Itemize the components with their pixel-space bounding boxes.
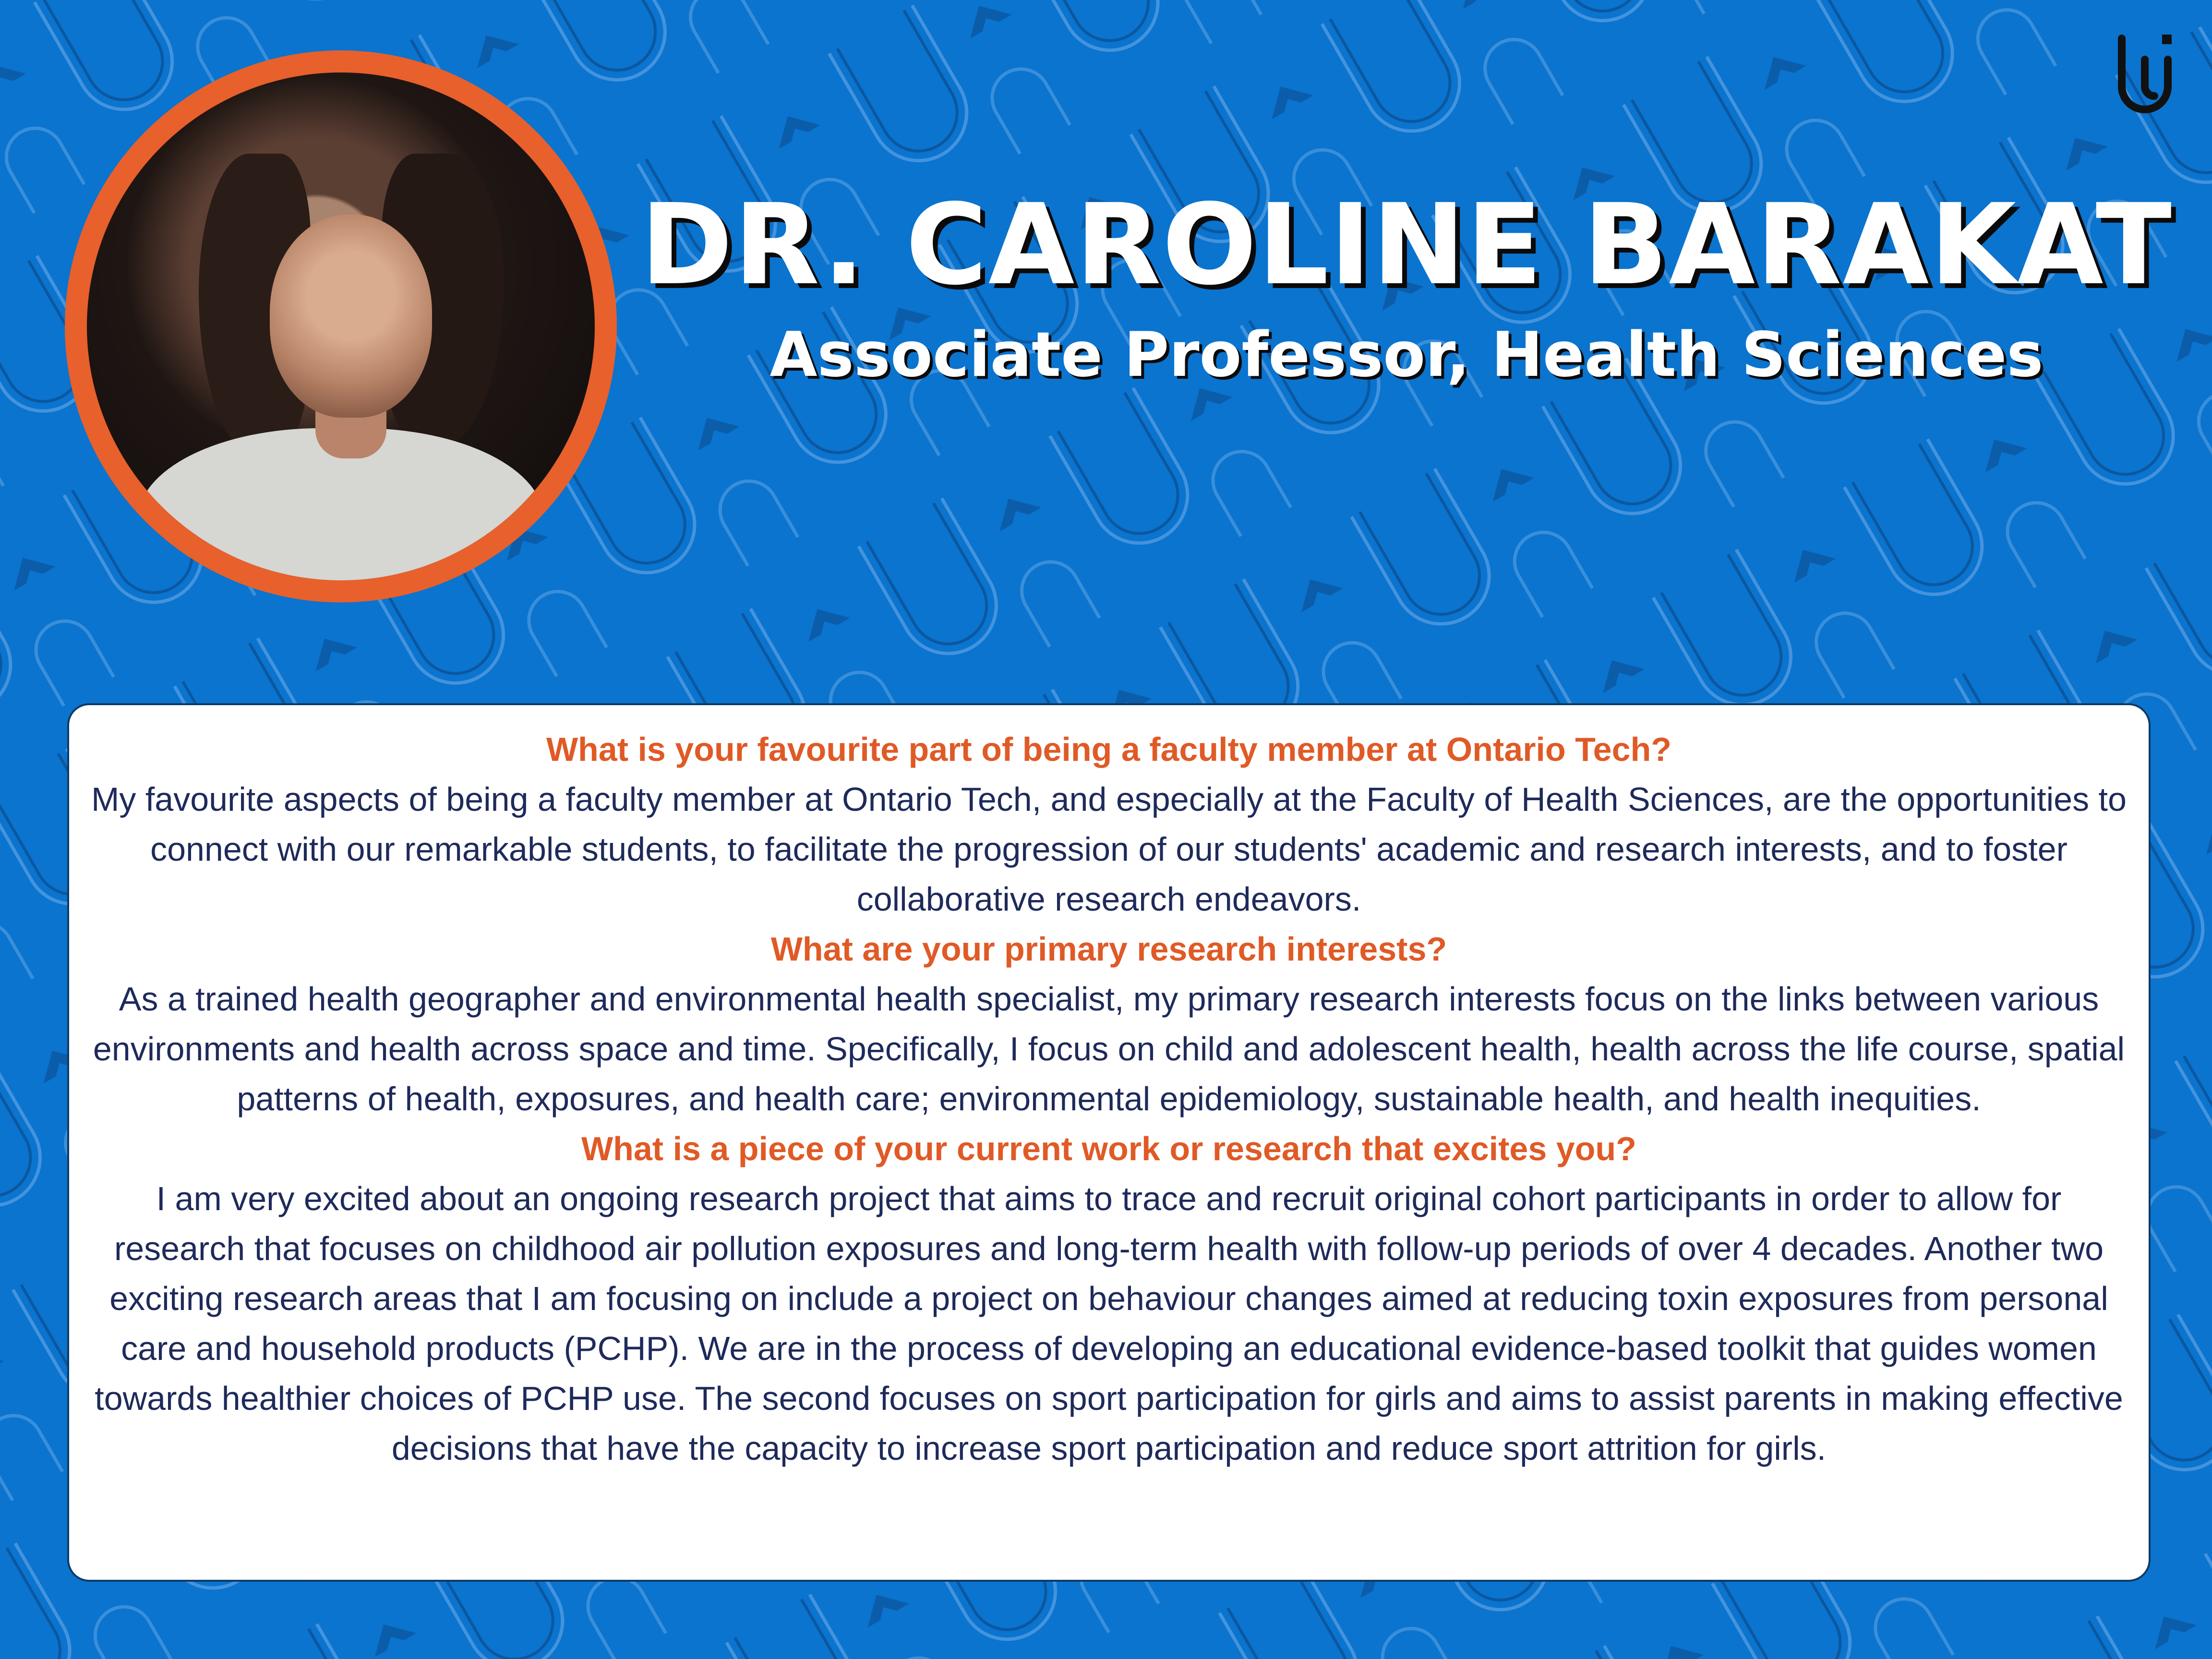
profile-name: DR. CAROLINE BARAKAT bbox=[640, 180, 2173, 310]
qa-card bbox=[67, 703, 2151, 1582]
profile-photo bbox=[87, 72, 595, 580]
answer-3: I am very excited about an ongoing research project that aims to trace and recruit original cohort participants in order to allow for research that focuses on childhood air pollution exposures and long-term health with follow-up periods of over 4 decades. Another two exciting research areas that I am focusing on include a project on behaviour changes aimed at reducing toxin exposures from personal care and household products (PCHP). We are in the process of developing an educational evidence-based toolkit that guides women towards healthier choices of PCHP use. The second focuses on sport participation for girls and aims to assist parents in making effective decisions that have the capacity to increase sport participation and reduce sport attrition for girls. bbox=[95, 1180, 2123, 1467]
portrait-frame bbox=[65, 50, 617, 602]
answer-2: As a trained health geographer and environmental health specialist, my primary research interests focus on the links between various environments and health across space and time. Specifically, I focus on child and adolescent health, health across the life course, spatial patterns of health, exposures, and health care; environmental epidemiology, sustainable health, and health inequities. bbox=[93, 980, 2125, 1118]
question-2: What are your primary research interests? bbox=[770, 930, 1447, 968]
university-shield-logo-icon bbox=[2116, 31, 2174, 127]
profile-title: Associate Professor, Health Sciences bbox=[769, 319, 2044, 391]
answer-1: My favourite aspects of being a faculty member at Ontario Tech, and especially at the Faculty of Health Sciences, are the opportunities to connect with our remarkable students, to facilitate the progression of our students' academic and research interests, and to foster collaborative research endeavors. bbox=[91, 781, 2127, 918]
photo-face bbox=[270, 215, 433, 418]
question-1: What is your favourite part of being a faculty member at Ontario Tech? bbox=[546, 731, 1672, 768]
question-3: What is a piece of your current work or research that excites you? bbox=[581, 1130, 1636, 1167]
